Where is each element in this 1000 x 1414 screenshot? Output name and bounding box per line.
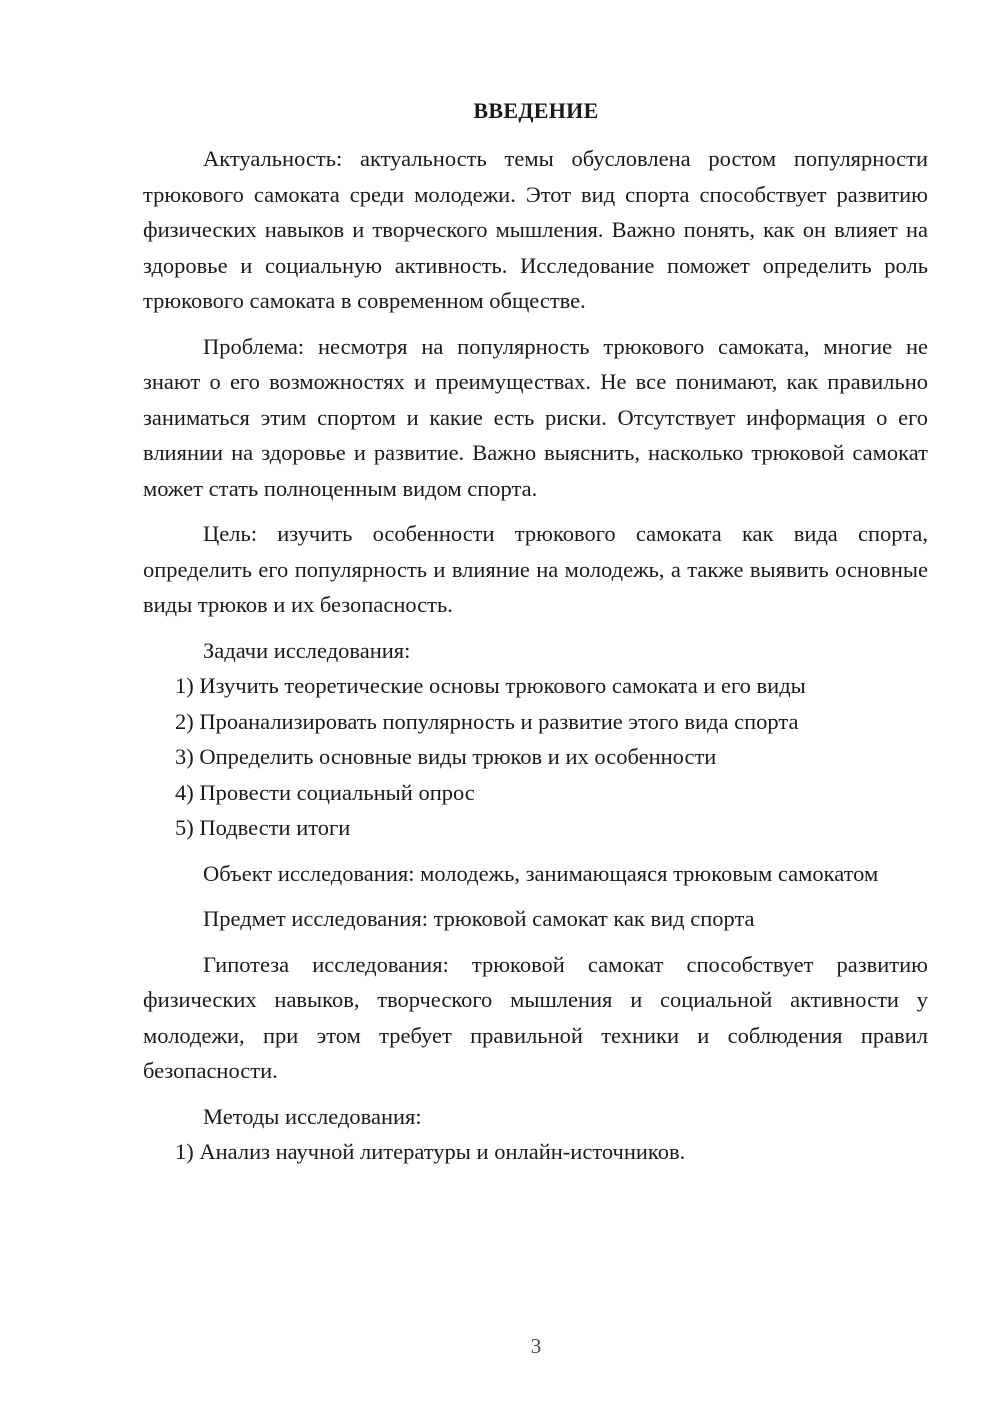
task-item-4: 4) Провести социальный опрос <box>175 779 475 805</box>
page-title: ВВЕДЕНИЕ <box>473 98 599 123</box>
method-item-1: 1) Анализ научной литературы и онлайн-источников. <box>175 1139 686 1164</box>
task-item-3: 3) Определить основные виды трюков и их особенности <box>175 744 717 769</box>
paragraph-problem: Проблема: несмотря на популярность трюкового самоката, многие не знают о его возможностях и преимуществах. Не все понимают, как правильно заниматься этим спортом и какие есть риски. Отсутствует информация о его влиянии на здоровье и развитие. Важно выяснить, насколько трюковой самокат может стать полноценным видом спорта. <box>143 333 928 501</box>
page-number: 3 <box>530 1334 542 1358</box>
paragraph-relevance: Актуальность: актуальность темы обусловлена ростом популярности трюкового самоката среди молодежи. Этот вид спорта способствует развитию физических навыков и творческого мышления. Важно понять, как он влияет на здоровье и социальную активность. Исследование поможет определить роль трюкового самоката в современном обществе. <box>143 146 928 313</box>
task-item-1: 1) Изучить теоретические основы трюкового самоката и его виды <box>175 673 806 698</box>
document-body <box>143 141 928 1170</box>
paragraph-subject: Предмет исследования: трюковой самокат как вид спорта <box>203 906 755 931</box>
tasks-heading: Задачи исследования: <box>203 637 411 663</box>
paragraph-hypothesis: Гипотеза исследования: трюковой самокат способствует развитию физических навыков, творческого мышления и социальной активности у молодежи, при этом требует правильной техники и соблюдения правил безопасности. <box>143 951 928 1083</box>
task-item-2: 2) Проанализировать популярность и развитие этого вида спорта <box>175 708 799 734</box>
paragraph-object: Объект исследования: молодежь, занимающаяся трюковым самокатом <box>203 860 879 886</box>
paragraph-goal: Цель: изучить особенности трюкового самоката как вида спорта, определить его популярность и влияние на молодежь, а также выявить основные виды трюков и их безопасность. <box>143 521 928 617</box>
methods-heading: Методы исследования: <box>203 1103 422 1129</box>
task-item-5: 5) Подвести итоги <box>175 815 351 840</box>
